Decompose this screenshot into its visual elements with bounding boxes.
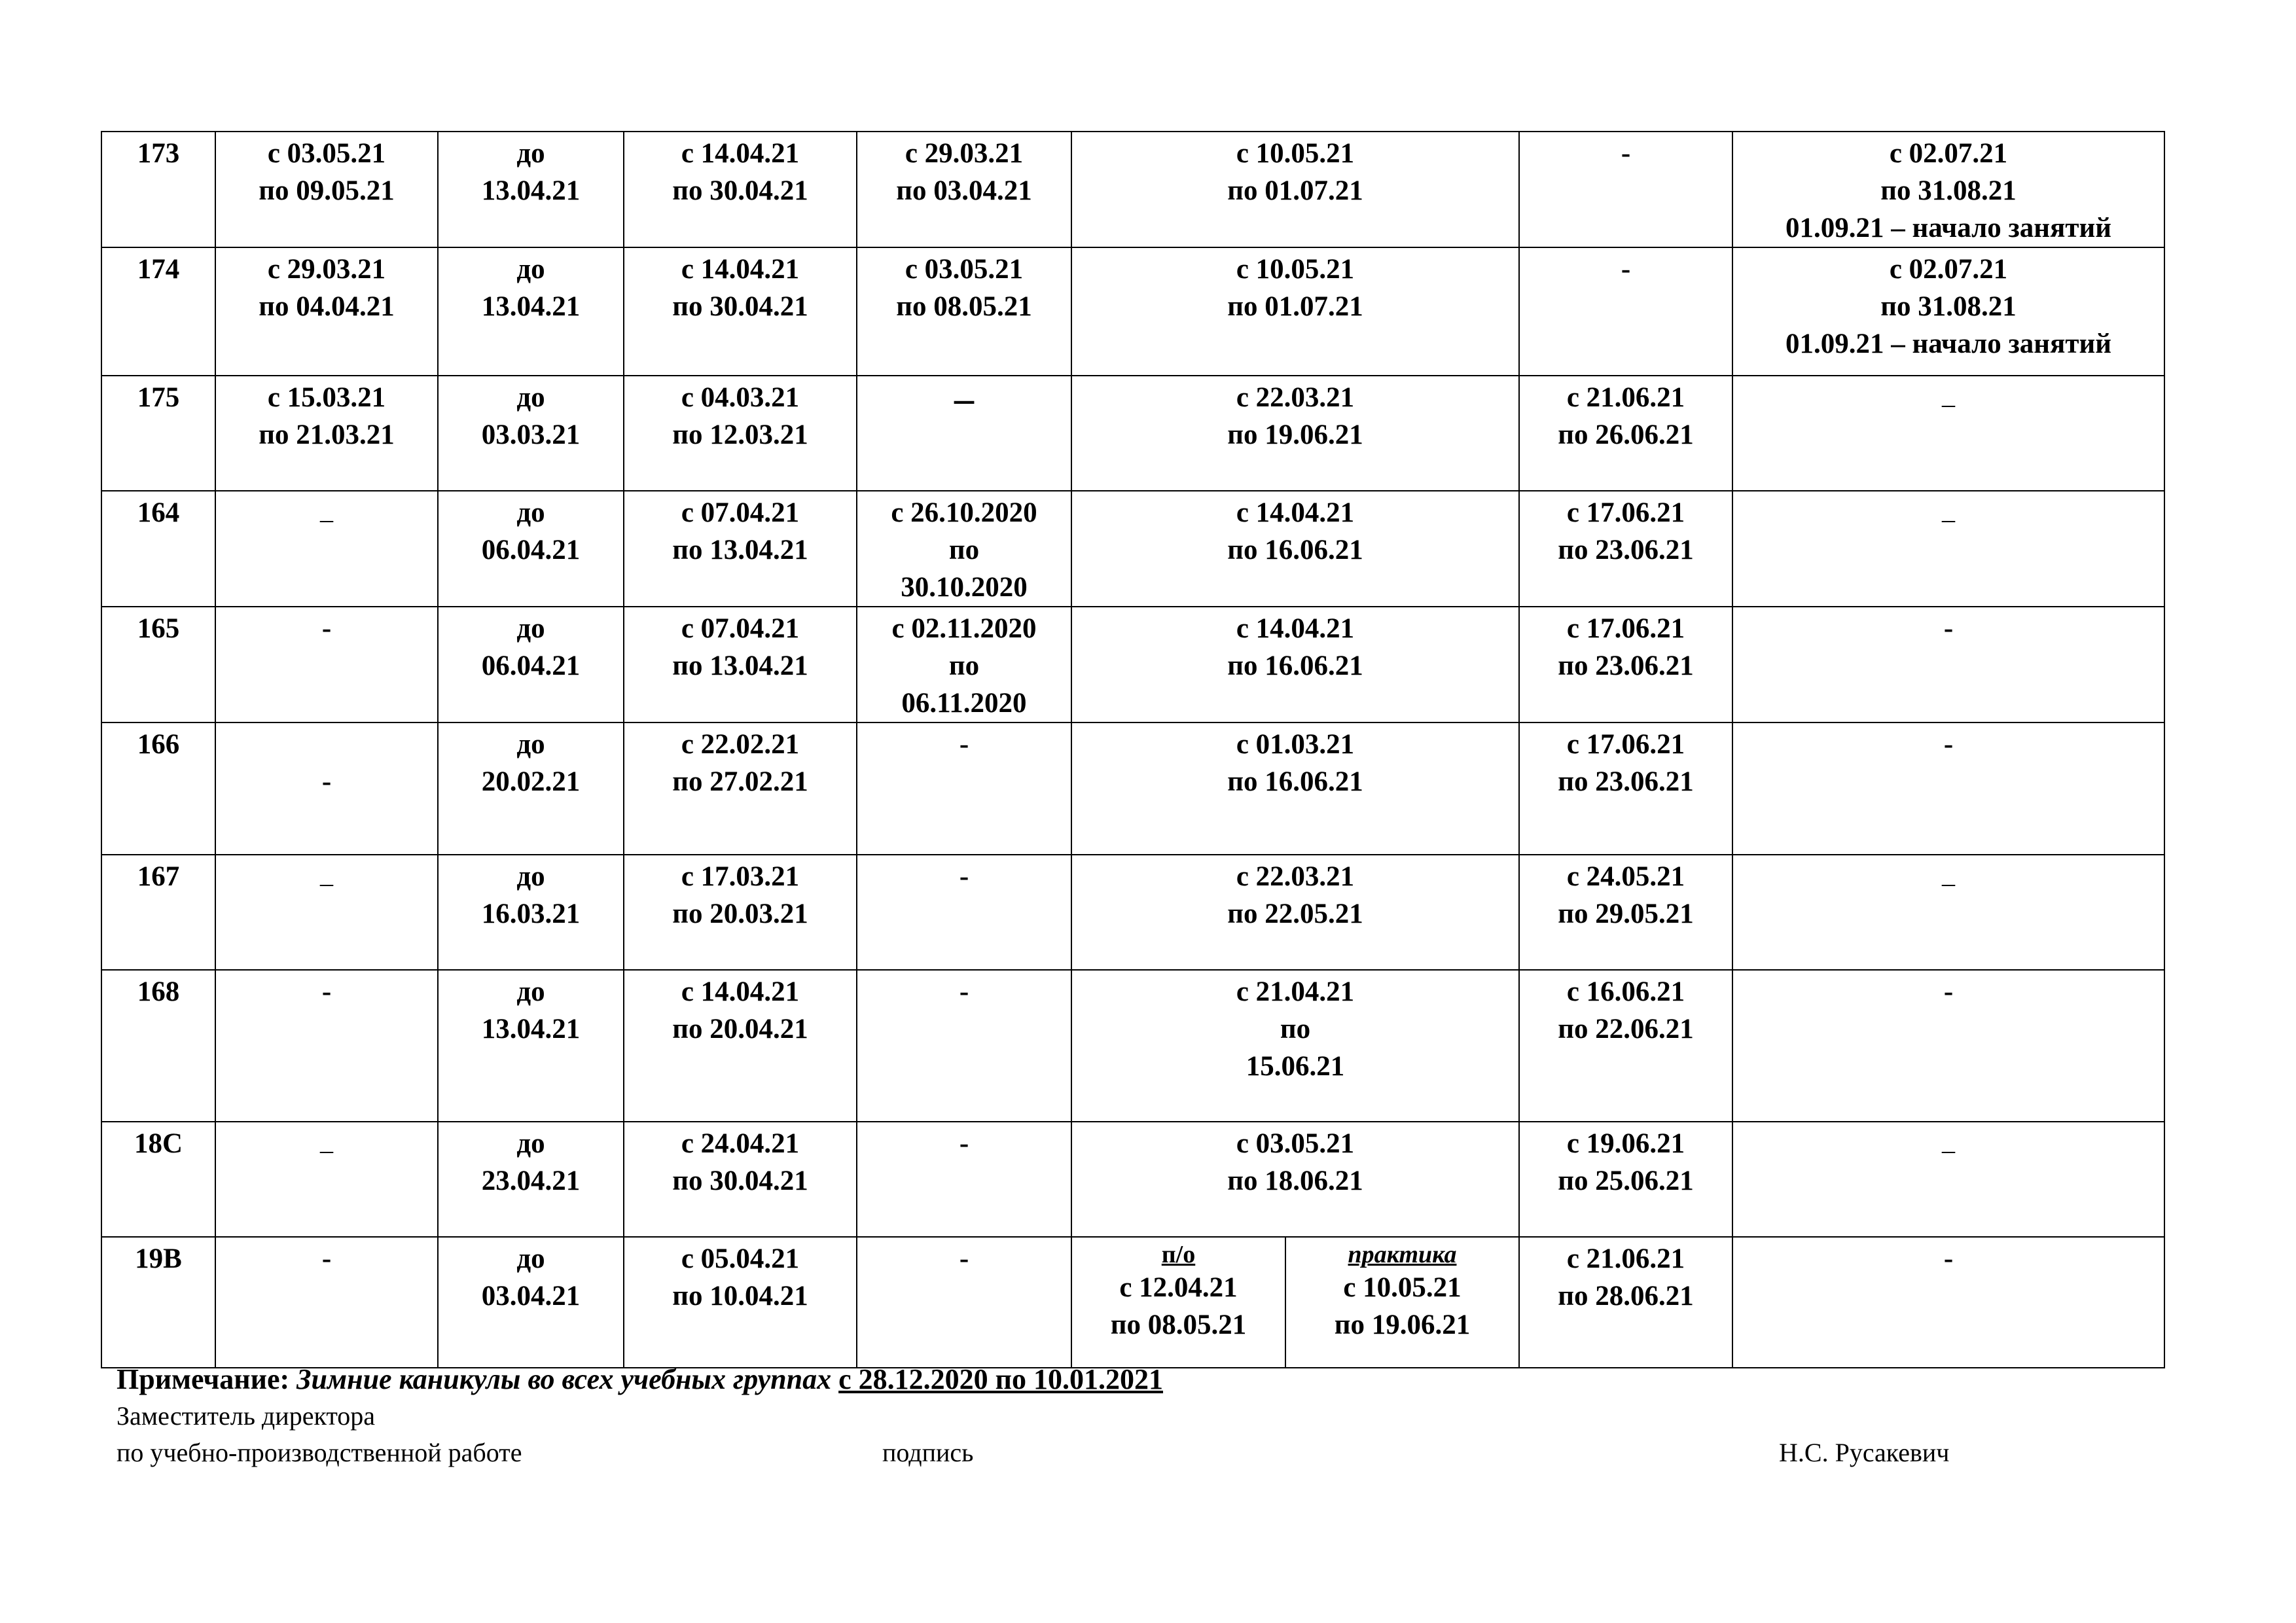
period-cell-2: до 20.02.21 xyxy=(438,722,624,855)
period-cell-7: - xyxy=(1732,722,2164,855)
table-row xyxy=(101,1122,2164,1237)
period-cell-7: _ xyxy=(1732,1122,2164,1237)
group-cell: 175 xyxy=(101,376,215,491)
period-cell-3: с 14.04.21 по 30.04.21 xyxy=(624,132,857,247)
position-line-2: по учебно-производственной работе xyxy=(117,1438,522,1467)
table-row xyxy=(101,132,2164,247)
period-cell-7: _ xyxy=(1732,855,2164,970)
group-cell: 18С xyxy=(101,1122,215,1237)
note-label: Примечание: xyxy=(117,1363,290,1395)
period-cell-4: - xyxy=(857,970,1071,1122)
position-line-1: Заместитель директора xyxy=(117,1401,376,1431)
group-cell: 173 xyxy=(101,132,215,247)
period-cell-7: - xyxy=(1732,970,2164,1122)
period-cell-6: - xyxy=(1519,247,1732,376)
period-cell-4: - xyxy=(857,722,1071,855)
period-cell-6: с 19.06.21 по 25.06.21 xyxy=(1519,1122,1732,1237)
period-cell-5: с 22.03.21 по 22.05.21 xyxy=(1071,855,1519,970)
period-cell-3: с 14.04.21 по 30.04.21 xyxy=(624,247,857,376)
period-cell-5: с 01.03.21 по 16.06.21 xyxy=(1071,722,1519,855)
period-cell-1: - xyxy=(215,1237,438,1368)
period-cell-3: с 07.04.21 по 13.04.21 xyxy=(624,491,857,607)
period-cell-5: с 03.05.21 по 18.06.21 xyxy=(1071,1122,1519,1237)
period-cell-4: с 03.05.21 по 08.05.21 xyxy=(857,247,1071,376)
footer xyxy=(117,1361,2145,1474)
practice-cell xyxy=(1285,1237,1519,1368)
period-cell-6: с 17.06.21 по 23.06.21 xyxy=(1519,491,1732,607)
table-row xyxy=(101,376,2164,491)
group-cell: 174 xyxy=(101,247,215,376)
period-cell-3: с 05.04.21 по 10.04.21 xyxy=(624,1237,857,1368)
note-period: с 28.12.2020 по 10.01.2021 xyxy=(838,1363,1164,1395)
group-cell: 19В xyxy=(101,1237,215,1368)
period-cell-6: с 21.06.21 по 28.06.21 xyxy=(1519,1237,1732,1368)
table-row xyxy=(101,855,2164,970)
note-line xyxy=(117,1361,2145,1398)
schedule-rows xyxy=(101,132,2164,1368)
period-cell-3: с 04.03.21 по 12.03.21 xyxy=(624,376,857,491)
period-cell-2: до 13.04.21 xyxy=(438,970,624,1122)
period-cell-4: с 02.11.2020 по 06.11.2020 xyxy=(857,607,1071,722)
period-cell-4: - xyxy=(857,1122,1071,1237)
period-cell-5: с 22.03.21 по 19.06.21 xyxy=(1071,376,1519,491)
period-cell-3: с 07.04.21 по 13.04.21 xyxy=(624,607,857,722)
theory-period: с 12.04.21 по 08.05.21 xyxy=(1110,1272,1247,1340)
period-cell-6: с 17.06.21 по 23.06.21 xyxy=(1519,607,1732,722)
period-cell-1: _ xyxy=(215,1122,438,1237)
period-cell-4: – xyxy=(857,376,1071,491)
practice-label: практика xyxy=(1348,1241,1457,1268)
period-cell-4: - xyxy=(857,1237,1071,1368)
period-cell-1: - xyxy=(215,970,438,1122)
table-row xyxy=(101,1237,2164,1368)
period-cell-6: с 24.05.21 по 29.05.21 xyxy=(1519,855,1732,970)
group-cell: 167 xyxy=(101,855,215,970)
period-cell-2: до 03.04.21 xyxy=(438,1237,624,1368)
period-cell-5: с 10.05.21 по 01.07.21 xyxy=(1071,132,1519,247)
period-cell-4: с 26.10.2020 по 30.10.2020 xyxy=(857,491,1071,607)
period-cell-2: до 03.03.21 xyxy=(438,376,624,491)
period-cell-5: с 10.05.21 по 01.07.21 xyxy=(1071,247,1519,376)
period-cell-1: с 03.05.21 по 09.05.21 xyxy=(215,132,438,247)
period-cell-2: до 13.04.21 xyxy=(438,132,624,247)
period-cell-4: с 29.03.21 по 03.04.21 xyxy=(857,132,1071,247)
period-cell-7: - xyxy=(1732,1237,2164,1368)
period-cell-2: до 06.04.21 xyxy=(438,607,624,722)
group-cell: 168 xyxy=(101,970,215,1122)
period-cell-1: с 29.03.21 по 04.04.21 xyxy=(215,247,438,376)
period-cell-1: _ xyxy=(215,491,438,607)
signature-row xyxy=(117,1435,2145,1474)
theory-cell xyxy=(1071,1237,1285,1368)
period-cell-5: с 14.04.21 по 16.06.21 xyxy=(1071,491,1519,607)
period-cell-3: с 14.04.21 по 20.04.21 xyxy=(624,970,857,1122)
theory-label: п/о xyxy=(1161,1241,1196,1268)
period-cell-1: _ xyxy=(215,855,438,970)
group-cell: 166 xyxy=(101,722,215,855)
schedule-table xyxy=(101,131,2165,1368)
signature-label: подпись xyxy=(882,1438,974,1467)
period-cell-1: - xyxy=(215,722,438,855)
table-row xyxy=(101,970,2164,1122)
period-cell-7: - xyxy=(1732,607,2164,722)
table-row xyxy=(101,722,2164,855)
period-cell-2: до 06.04.21 xyxy=(438,491,624,607)
period-cell-3: с 24.04.21 по 30.04.21 xyxy=(624,1122,857,1237)
period-cell-1: с 15.03.21 по 21.03.21 xyxy=(215,376,438,491)
signer-name: Н.С. Русакевич xyxy=(1779,1438,1950,1467)
period-cell-5: с 21.04.21 по 15.06.21 xyxy=(1071,970,1519,1122)
period-cell-2: до 16.03.21 xyxy=(438,855,624,970)
table-row xyxy=(101,491,2164,607)
period-cell-5: с 14.04.21 по 16.06.21 xyxy=(1071,607,1519,722)
period-cell-2: до 13.04.21 xyxy=(438,247,624,376)
period-cell-3: с 22.02.21 по 27.02.21 xyxy=(624,722,857,855)
period-cell-6: с 21.06.21 по 26.06.21 xyxy=(1519,376,1732,491)
period-cell-3: с 17.03.21 по 20.03.21 xyxy=(624,855,857,970)
period-cell-7: с 02.07.21 по 31.08.21 01.09.21 – начало занятий xyxy=(1732,247,2164,376)
period-cell-6: с 16.06.21 по 22.06.21 xyxy=(1519,970,1732,1122)
practice-period: с 10.05.21 по 19.06.21 xyxy=(1334,1272,1471,1340)
table-row xyxy=(101,607,2164,722)
period-cell-4: - xyxy=(857,855,1071,970)
period-cell-7: _ xyxy=(1732,376,2164,491)
period-cell-7: _ xyxy=(1732,491,2164,607)
period-cell-2: до 23.04.21 xyxy=(438,1122,624,1237)
group-cell: 165 xyxy=(101,607,215,722)
table-row xyxy=(101,247,2164,376)
group-cell: 164 xyxy=(101,491,215,607)
period-cell-7: с 02.07.21 по 31.08.21 01.09.21 – начало занятий xyxy=(1732,132,2164,247)
period-cell-6: - xyxy=(1519,132,1732,247)
period-cell-6: с 17.06.21 по 23.06.21 xyxy=(1519,722,1732,855)
note-text: Зимние каникулы во всех учебных группах xyxy=(296,1363,832,1395)
period-cell-1: - xyxy=(215,607,438,722)
